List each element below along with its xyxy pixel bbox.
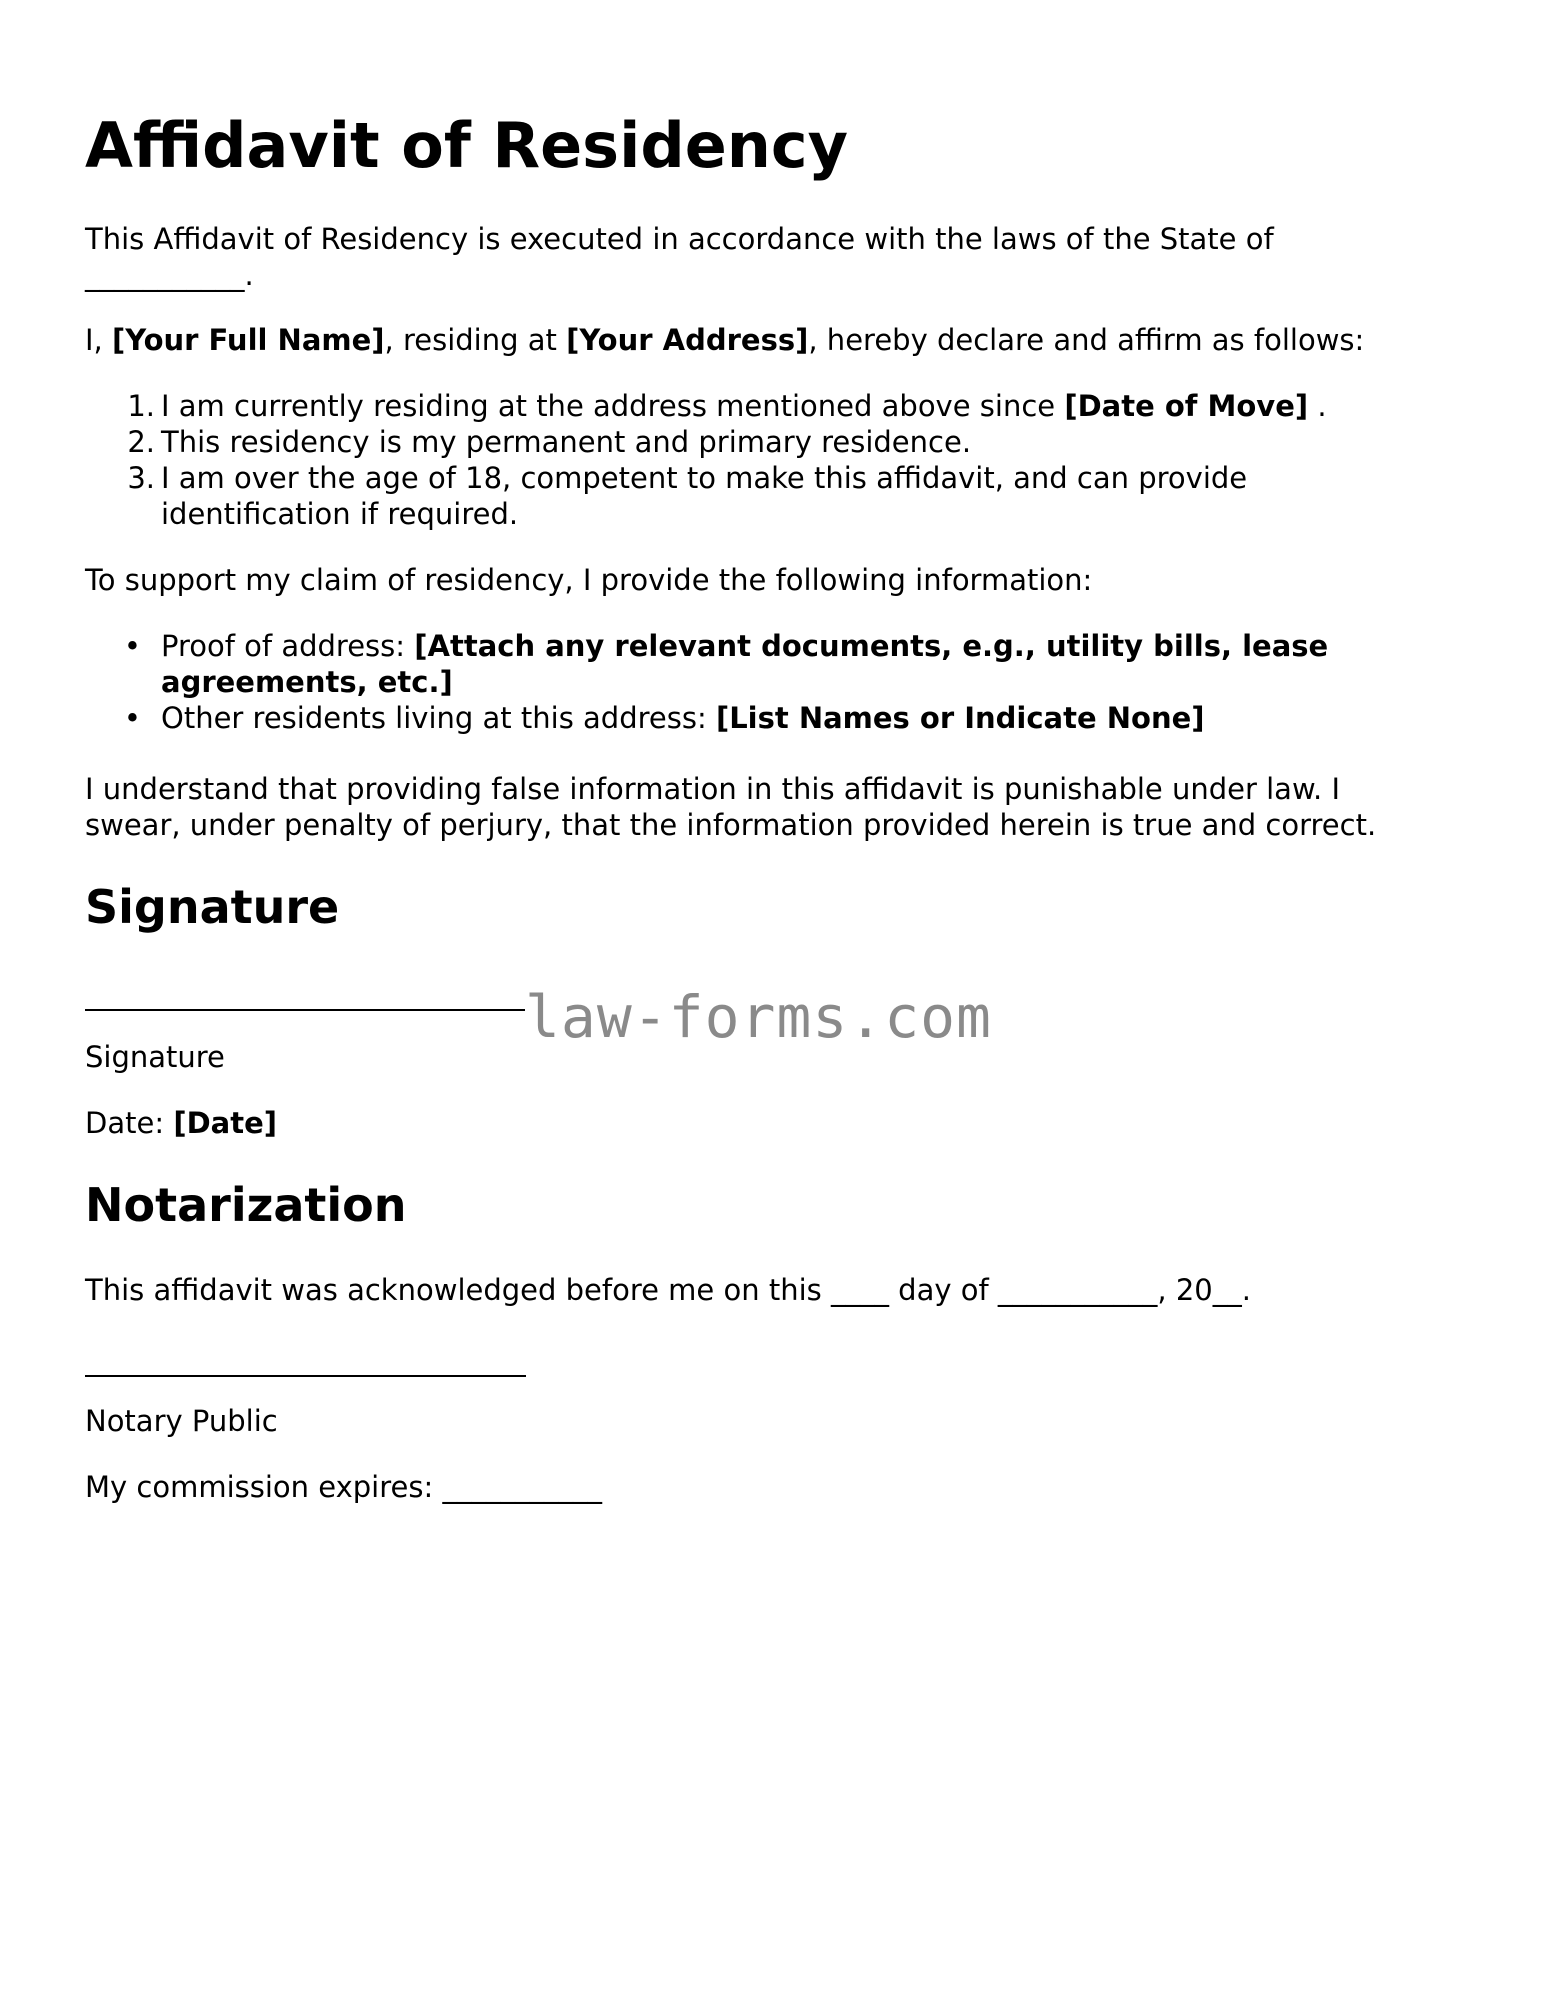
watermark: law-forms.com: [525, 983, 992, 1051]
declaration-suffix: , hereby declare and affirm as follows:: [808, 323, 1365, 357]
bullet-marker: •: [123, 701, 141, 735]
list-item-continuation: [161, 664, 453, 700]
list-marker: 1.: [127, 389, 155, 423]
list-item-text: This residency is my permanent and primary residence.: [161, 425, 972, 459]
list-item: [123, 700, 1205, 736]
list-item: [127, 460, 1248, 496]
declaration-paragraph: [85, 322, 1364, 358]
declaration-prefix: I,: [85, 323, 112, 357]
signature-line: [85, 1009, 525, 1011]
perjury-line-1: I understand that providing false information in this affidavit is punishable under law. I: [85, 772, 1341, 806]
list-item: [123, 628, 1329, 664]
list-item-continuation: identification if required.: [161, 497, 519, 531]
notary-public-label: Notary Public: [85, 1404, 278, 1438]
declaration-middle: , residing at: [384, 323, 567, 357]
commission-expires-line: My commission expires: ___________: [85, 1470, 602, 1504]
acknowledgement-text: This affidavit was acknowledged before me on this ____ day of ___________, 20__.: [85, 1273, 1251, 1307]
signature-label: Signature: [85, 1040, 225, 1074]
other-residents-placeholder: [List Names or Indicate None]: [715, 701, 1205, 735]
document-title: Affidavit of Residency: [85, 109, 849, 182]
proof-of-address-placeholder-continued: agreements, etc.]: [161, 665, 453, 699]
list-marker: 2.: [127, 425, 155, 459]
notary-signature-line: [85, 1375, 526, 1377]
perjury-line-2: swear, under penalty of perjury, that the information provided herein is true and correct.: [85, 808, 1377, 842]
list-item-text: I am currently residing at the address mentioned above since: [161, 389, 1065, 423]
list-item: [127, 388, 1327, 424]
date-of-move-placeholder: [Date of Move]: [1064, 389, 1309, 423]
intro-line-2: ___________.: [85, 258, 254, 292]
list-item-text-end: .: [1308, 389, 1327, 423]
support-intro: To support my claim of residency, I provide the following information:: [85, 563, 1093, 597]
date-label: Date:: [85, 1106, 174, 1140]
list-item: [127, 424, 972, 460]
notarization-heading: Notarization: [85, 1178, 407, 1232]
signature-heading: Signature: [85, 880, 340, 934]
date-placeholder: [Date]: [173, 1106, 277, 1140]
full-name-placeholder: [Your Full Name]: [112, 323, 385, 357]
list-item-text: I am over the age of 18, competent to make this affidavit, and can provide: [161, 461, 1248, 495]
date-line: [85, 1105, 277, 1141]
list-marker: 3.: [127, 461, 155, 495]
list-item-label: Other residents living at this address:: [161, 701, 716, 735]
list-item-label: Proof of address:: [161, 629, 415, 663]
proof-of-address-placeholder: [Attach any relevant documents, e.g., utility bills, lease: [414, 629, 1329, 663]
intro-line-1: This Affidavit of Residency is executed in accordance with the laws of the State of: [85, 222, 1274, 256]
bullet-marker: •: [123, 629, 141, 663]
address-placeholder: [Your Address]: [566, 323, 809, 357]
